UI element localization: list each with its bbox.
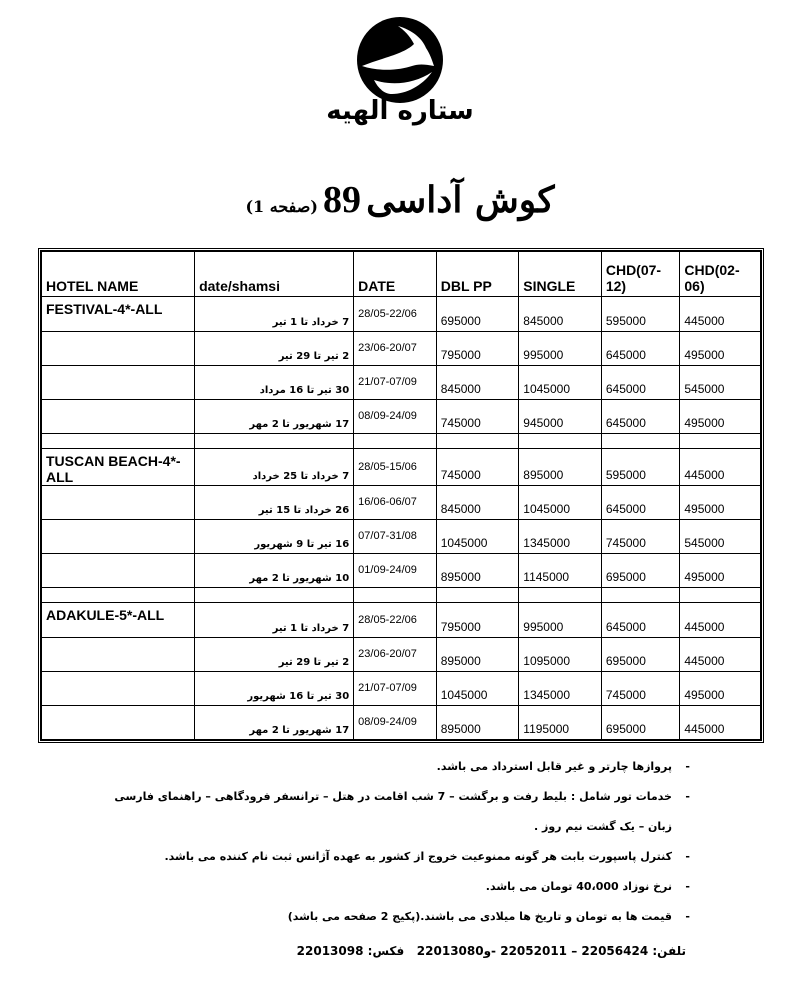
price-dbl: 1045000 (436, 520, 519, 554)
table-row (42, 400, 761, 434)
phone-numbers: 22056424 – 22052011 -و22013080 (416, 944, 649, 958)
hotel-name-empty (42, 672, 195, 706)
table-row (42, 297, 761, 332)
date-range: 23/06-20/07 (354, 332, 437, 366)
price-single: 1345000 (519, 520, 602, 554)
price-dbl: 845000 (436, 366, 519, 400)
price-single: 845000 (519, 297, 602, 332)
price-chd-02-06: 445000 (680, 297, 761, 332)
price-dbl: 845000 (436, 486, 519, 520)
price-dbl: 745000 (436, 449, 519, 486)
date-range: 16/06-06/07 (354, 486, 437, 520)
title-number: 89 (323, 179, 362, 221)
price-dbl: 895000 (436, 554, 519, 588)
date-shamsi: 26 خرداد تا 15 تیر (195, 486, 354, 520)
note-item: - نرخ نوزاد 40،000 تومان می باشد. (90, 872, 690, 902)
hotel-name-empty (42, 638, 195, 672)
price-dbl: 795000 (436, 603, 519, 638)
header-chd-02-06: CHD(02-06) (680, 252, 761, 297)
price-chd-07-12: 645000 (601, 400, 680, 434)
note-item: - خدمات تور شامل : بلیط رفت و برگشت – 7 شب اقامت در هتل – ترانسفر فرودگاهی – راهنمای فارسی زبان – یک گشت نیم روز . (90, 782, 690, 842)
table-row (42, 706, 761, 740)
table-row (42, 672, 761, 706)
price-dbl: 895000 (436, 638, 519, 672)
price-table (41, 251, 761, 740)
date-range: 07/07-31/08 (354, 520, 437, 554)
price-chd-02-06: 495000 (680, 554, 761, 588)
hotel-name: ADAKULE-5*-ALL (42, 603, 195, 638)
date-range: 28/05-15/06 (354, 449, 437, 486)
title-main: کوش آداسی (366, 179, 555, 221)
price-chd-07-12: 745000 (601, 520, 680, 554)
price-chd-02-06: 445000 (680, 449, 761, 486)
table-row (42, 603, 761, 638)
note-item: - پروازها چارتر و غیر قابل استرداد می باشد. (90, 752, 690, 782)
spacer-row (42, 588, 761, 603)
notes-list (90, 752, 690, 932)
note-item: - قیمت ها به تومان و تاریخ ها میلادی می باشند.(پکیج 2 صفحه می باشد) (90, 902, 690, 932)
table-row (42, 486, 761, 520)
brand-name: ستاره الهیه (326, 96, 474, 126)
price-dbl: 895000 (436, 706, 519, 740)
date-shamsi: 30 تیر تا 16 مرداد (195, 366, 354, 400)
header-date-shamsi: date/shamsi (195, 252, 354, 297)
price-chd-07-12: 645000 (601, 486, 680, 520)
hotel-name-empty (42, 366, 195, 400)
hotel-name: FESTIVAL-4*-ALL (42, 297, 195, 332)
hotel-name-empty (42, 520, 195, 554)
hotel-name-empty (42, 400, 195, 434)
note-item: - کنترل پاسپورت بابت هر گونه ممنوعیت خروج از کشور به عهده آژانس ثبت نام کننده می باشد. (90, 842, 690, 872)
price-dbl: 1045000 (436, 672, 519, 706)
date-shamsi: 7 خرداد تا 25 خرداد (195, 449, 354, 486)
price-single: 1045000 (519, 486, 602, 520)
date-range: 08/09-24/09 (354, 400, 437, 434)
hotel-name-empty (42, 706, 195, 740)
phone-label: تلفن: (652, 944, 686, 958)
table-row (42, 366, 761, 400)
table-row (42, 554, 761, 588)
hotel-name: TUSCAN BEACH-4*-ALL (42, 449, 195, 486)
price-dbl: 745000 (436, 400, 519, 434)
date-range: 01/09-24/09 (354, 554, 437, 588)
table-row (42, 332, 761, 366)
fax-number: 22013098 (296, 944, 364, 958)
header-dbl-pp: DBL PP (436, 252, 519, 297)
date-shamsi: 17 شهریور تا 2 مهر (195, 706, 354, 740)
price-chd-02-06: 495000 (680, 486, 761, 520)
price-single: 1095000 (519, 638, 602, 672)
price-chd-07-12: 595000 (601, 449, 680, 486)
table-header-row (42, 252, 761, 297)
header-hotel-name: HOTEL NAME (42, 252, 195, 297)
header-chd-07-12: CHD(07-12) (601, 252, 680, 297)
date-shamsi: 2 تیر تا 29 تیر (195, 638, 354, 672)
date-range: 23/06-20/07 (354, 638, 437, 672)
fax-label: فکس: (367, 944, 405, 958)
date-range: 08/09-24/09 (354, 706, 437, 740)
title-page-indicator: (صفحه 1) (245, 197, 318, 216)
date-shamsi: 10 شهریور تا 2 مهر (195, 554, 354, 588)
contact-line (286, 944, 686, 958)
price-chd-07-12: 595000 (601, 297, 680, 332)
price-chd-07-12: 695000 (601, 554, 680, 588)
date-range: 28/05-22/06 (354, 297, 437, 332)
price-single: 1145000 (519, 554, 602, 588)
table-row (42, 638, 761, 672)
spacer-row (42, 434, 761, 449)
date-shamsi: 16 تیر تا 9 شهریور (195, 520, 354, 554)
hotel-name-empty (42, 554, 195, 588)
price-chd-02-06: 445000 (680, 603, 761, 638)
price-single: 1195000 (519, 706, 602, 740)
price-chd-07-12: 745000 (601, 672, 680, 706)
table-row (42, 520, 761, 554)
price-single: 895000 (519, 449, 602, 486)
price-chd-02-06: 495000 (680, 400, 761, 434)
date-shamsi: 30 تیر تا 16 شهریور (195, 672, 354, 706)
hotel-name-empty (42, 332, 195, 366)
price-chd-02-06: 445000 (680, 706, 761, 740)
price-single: 1345000 (519, 672, 602, 706)
header-date: DATE (354, 252, 437, 297)
price-chd-07-12: 695000 (601, 706, 680, 740)
price-chd-02-06: 495000 (680, 672, 761, 706)
price-table-frame (38, 248, 764, 743)
price-single: 1045000 (519, 366, 602, 400)
price-chd-07-12: 695000 (601, 638, 680, 672)
date-shamsi: 7 خرداد تا 1 تیر (195, 603, 354, 638)
hotel-name-empty (42, 486, 195, 520)
date-range: 28/05-22/06 (354, 603, 437, 638)
price-chd-02-06: 545000 (680, 366, 761, 400)
price-chd-07-12: 645000 (601, 366, 680, 400)
price-single: 995000 (519, 332, 602, 366)
price-chd-02-06: 545000 (680, 520, 761, 554)
date-range: 21/07-07/09 (354, 366, 437, 400)
date-range: 21/07-07/09 (354, 672, 437, 706)
date-shamsi: 17 شهریور تا 2 مهر (195, 400, 354, 434)
price-dbl: 795000 (436, 332, 519, 366)
table-row (42, 449, 761, 486)
price-dbl: 695000 (436, 297, 519, 332)
date-shamsi: 7 خرداد تا 1 تیر (195, 297, 354, 332)
price-single: 945000 (519, 400, 602, 434)
brand-logo-icon (352, 14, 448, 106)
price-single: 995000 (519, 603, 602, 638)
price-chd-02-06: 445000 (680, 638, 761, 672)
date-shamsi: 2 تیر تا 29 تیر (195, 332, 354, 366)
price-chd-07-12: 645000 (601, 332, 680, 366)
header-single: SINGLE (519, 252, 602, 297)
price-chd-07-12: 645000 (601, 603, 680, 638)
page-title (160, 178, 640, 222)
price-chd-02-06: 495000 (680, 332, 761, 366)
